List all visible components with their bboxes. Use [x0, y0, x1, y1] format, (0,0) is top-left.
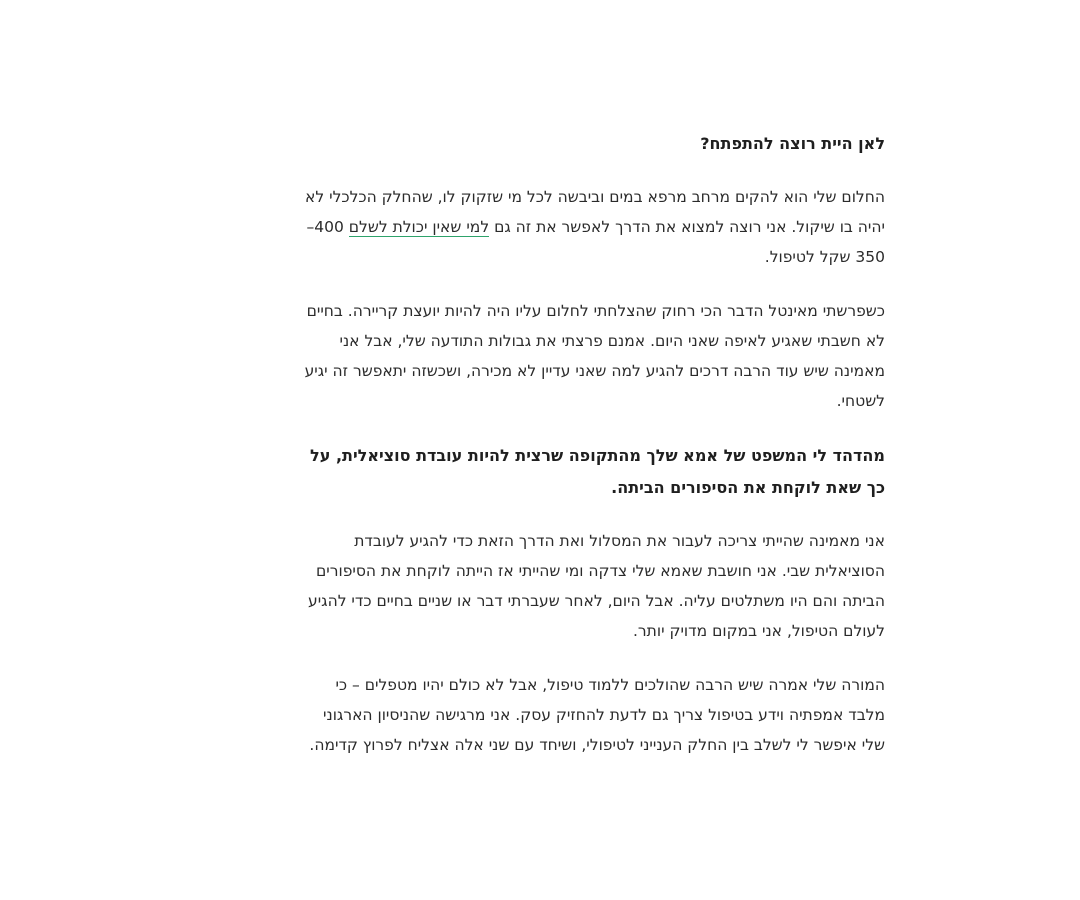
article-body — [300, 128, 885, 784]
inline-link[interactable]: למי שאין יכולת לשלם — [348, 218, 490, 236]
question-heading-2: מהדהד לי המשפט של אמא שלך מהתקופה שרצית להיות עובדת סוציאלית, על כך שאת לוקחת את הסיפורים הביתה. — [310, 446, 885, 497]
answer-paragraph-1 — [300, 182, 885, 272]
answer-paragraph-4: המורה שלי אמרה שיש הרבה שהולכים ללמוד טיפול, אבל לא כולם יהיו מטפלים – כי מלבד אמפתיה וידע בטיפול צריך גם לדעת להחזיק עסק. אני מרגישה שהניסיון הארגוני שלי איפשר לי לשלב בין החלק הענייני לטיפולי, ושיחד עם שני אלה אצליח לפרוץ קדימה. — [309, 676, 885, 754]
paragraph-text: 400–350 שקל לטיפול. — [306, 218, 885, 266]
answer-paragraph-2: כשפרשתי מאינטל הדבר הכי רחוק שהצלחתי לחלום עליו היה להיות יועצת קריירה. בחיים לא חשבתי שאגיע לאיפה שאני היום. אמנם פרצתי את גבולות התודעה שלי, אבל אני מאמינה שיש עוד הרבה דרכים להגיע למה שאני עדיין לא מכירה, ושכשזה יתאפשר זה יגיע לשטחי. — [304, 302, 885, 410]
question-heading-1: לאן היית רוצה להתפתח? — [700, 134, 885, 153]
answer-paragraph-3: אני מאמינה שהייתי צריכה לעבור את המסלול ואת הדרך הזאת כדי להגיע לעובדת הסוציאלית שבי. אני חושבת שאמא שלי צדקה ומי שהייתי אז הייתה לוקחת את הסיפורים הביתה והם היו משתלטים עליה. אבל היום, לאחר שעברתי דבר או שניים בחיים כדי להגיע לעולם הטיפול, אני במקום מדויק יותר. — [308, 532, 885, 640]
paragraph-text: החלום שלי הוא להקים מרחב מרפא במים וביבשה לכל מי שזקוק לו, שהחלק הכלכלי לא יהיה בו שיקול. אני רוצה למצוא את הדרך לאפשר את זה גם — [305, 188, 885, 236]
